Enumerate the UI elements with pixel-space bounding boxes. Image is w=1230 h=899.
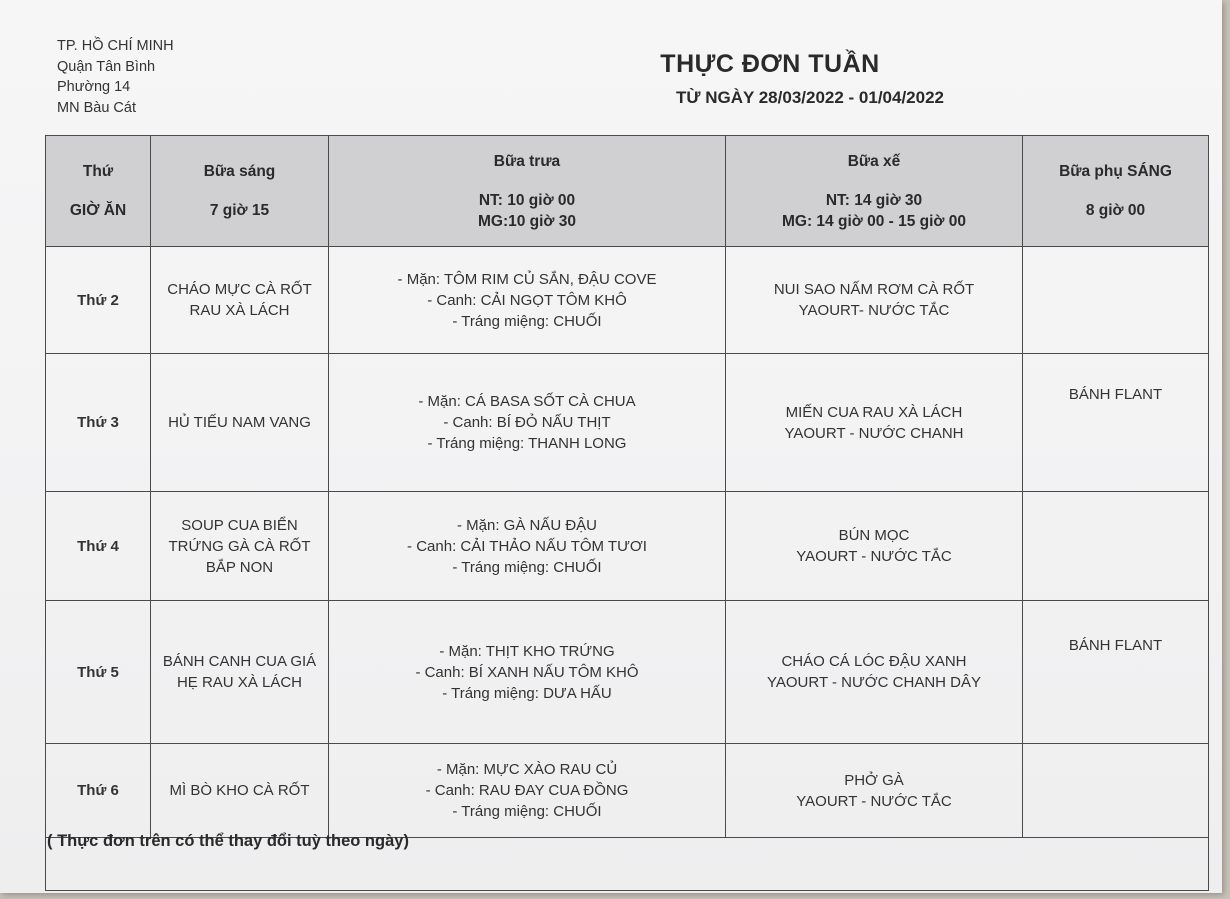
- extra-cell: [1023, 247, 1209, 354]
- table-row: [46, 354, 1209, 492]
- weekly-menu-table: [45, 135, 1209, 891]
- page-title: THỰC ĐƠN TUẦN: [660, 50, 880, 78]
- extra-cell: [1023, 492, 1209, 601]
- extra-cell: [1023, 744, 1209, 838]
- day-cell: Thứ 4: [46, 492, 151, 601]
- snack-cell: MIẾN CUA RAU XÀ LÁCH YAOURT - NƯỚC CHANH: [726, 354, 1023, 492]
- breakfast-cell: BÁNH CANH CUA GIÁ HẸ RAU XÀ LÁCH: [151, 601, 329, 744]
- table-row: [46, 744, 1209, 838]
- header-snack: Bữa xế NT: 14 giờ 30 MG: 14 giờ 00 - 15 giờ 00: [726, 136, 1023, 247]
- header-day: Thứ GIỜ ĂN: [46, 136, 151, 247]
- day-cell: Thứ 6: [46, 744, 151, 838]
- header-extra: Bữa phụ SÁNG 8 giờ 00: [1023, 136, 1209, 247]
- address-district: Quận Tân Bình: [57, 58, 156, 75]
- snack-cell: PHỞ GÀ YAOURT - NƯỚC TẮC: [726, 744, 1023, 838]
- lunch-cell: - Mặn: TÔM RIM CỦ SẮN, ĐẬU COVE - Canh: CẢI NGỌT TÔM KHÔ - Tráng miệng: CHUỐI: [329, 247, 726, 354]
- breakfast-cell: CHÁO MỰC CÀ RỐT RAU XÀ LÁCH: [151, 247, 329, 354]
- breakfast-cell: MÌ BÒ KHO CÀ RỐT: [151, 744, 329, 838]
- lunch-cell: - Mặn: GÀ NẤU ĐẬU - Canh: CẢI THẢO NẤU TÔM TƯƠI - Tráng miệng: CHUỐI: [329, 492, 726, 601]
- snack-cell: CHÁO CÁ LÓC ĐẬU XANH YAOURT - NƯỚC CHANH DÂY: [726, 601, 1023, 744]
- header-breakfast: Bữa sáng 7 giờ 15: [151, 136, 329, 247]
- breakfast-cell: HỦ TIẾU NAM VANG: [151, 354, 329, 492]
- day-cell: Thứ 3: [46, 354, 151, 492]
- table-row: [46, 247, 1209, 354]
- extra-cell: BÁNH FLANT: [1023, 601, 1209, 744]
- snack-cell: BÚN MỌC YAOURT - NƯỚC TẮC: [726, 492, 1023, 601]
- table-row: [46, 601, 1209, 744]
- lunch-cell: - Mặn: MỰC XÀO RAU CỦ - Canh: RAU ĐAY CUA ĐỒNG - Tráng miệng: CHUỐI: [329, 744, 726, 838]
- lunch-cell: - Mặn: THỊT KHO TRỨNG - Canh: BÍ XANH NẤU TÔM KHÔ - Tráng miệng: DƯA HẤU: [329, 601, 726, 744]
- header-lunch: Bữa trưa NT: 10 giờ 00 MG:10 giờ 30: [329, 136, 726, 247]
- extra-cell: BÁNH FLANT: [1023, 354, 1209, 492]
- footer-note: ( Thực đơn trên có thể thay đổi tuỳ theo ngày): [47, 832, 409, 850]
- address-ward: Phường 14: [57, 79, 131, 95]
- school-address: [57, 36, 174, 118]
- table-row: [46, 492, 1209, 601]
- address-city: TP. HỒ CHÍ MINH: [57, 38, 174, 54]
- breakfast-cell: SOUP CUA BIỂN TRỨNG GÀ CÀ RỐT BẮP NON: [151, 492, 329, 601]
- header-row: [46, 136, 1209, 247]
- day-cell: Thứ 5: [46, 601, 151, 744]
- date-range: TỪ NGÀY 28/03/2022 - 01/04/2022: [675, 88, 944, 107]
- snack-cell: NUI SAO NẤM RƠM CÀ RỐT YAOURT- NƯỚC TẮC: [726, 247, 1023, 354]
- day-cell: Thứ 2: [46, 247, 151, 354]
- lunch-cell: - Mặn: CÁ BASA SỐT CÀ CHUA - Canh: BÍ ĐỎ NẤU THỊT - Tráng miệng: THANH LONG: [329, 354, 726, 492]
- school-name: MN Bàu Cát: [57, 99, 136, 116]
